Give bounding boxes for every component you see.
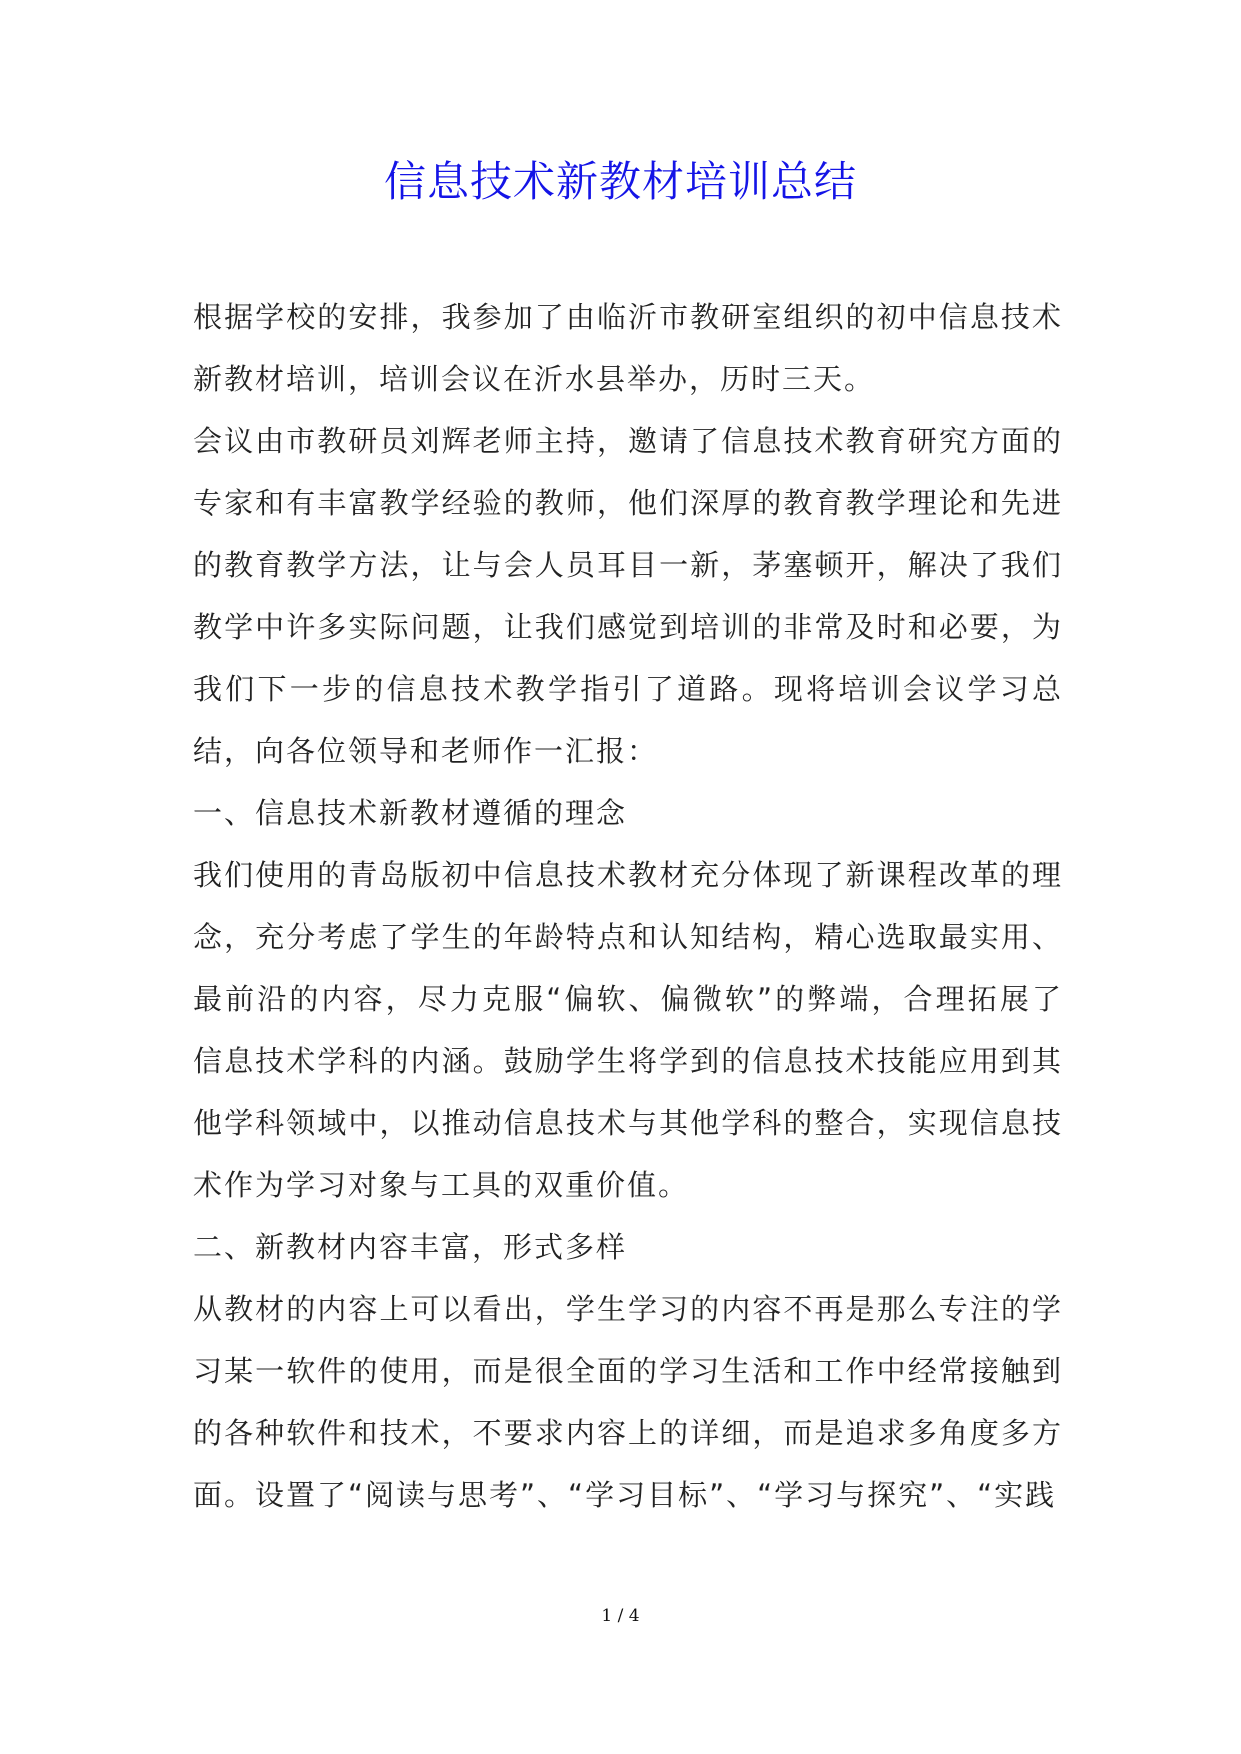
document-title: 信息技术新教材培训总结 xyxy=(383,157,857,206)
section-heading-2: 二、新教材内容丰富，形式多样 xyxy=(193,1230,628,1264)
paragraph-content: 从教材的内容上可以看出，学生学习的内容不再是那么专注的学习某一软件的使用，而是很全面的学习生活和工作中经常接触到的各种软件和技术，不要求内容上的详细，而是追求多角度多方面。设置了“阅读与思考”、“学习目标”、“学习与探究”、“实践 xyxy=(193,1292,1063,1512)
paragraph-philosophy: 我们使用的青岛版初中信息技术教材充分体现了新课程改革的理念，充分考虑了学生的年龄特点和认知结构，精心选取最实用、最前沿的内容，尽力克服“偏软、偏微软”的弊端，合理拓展了信息技术学科的内涵。鼓励学生将学到的信息技术技能应用到其他学科领域中，以推动信息技术与其他学科的整合，实现信息技术作为学习对象与工具的双重价值。 xyxy=(193,858,1063,1202)
section-heading-1: 一、信息技术新教材遵循的理念 xyxy=(193,796,628,830)
page-number: 1 / 4 xyxy=(601,1606,640,1626)
paragraph-meeting: 会议由市教研员刘辉老师主持，邀请了信息技术教育研究方面的专家和有丰富教学经验的教师，他们深厚的教育教学理论和先进的教育教学方法，让与会人员耳目一新，茅塞顿开，解决了我们教学中许多实际问题，让我们感觉到培训的非常及时和必要，为我们下一步的信息技术教学指引了道路。现将培训会议学习总结，向各位领导和老师作一汇报： xyxy=(193,424,1063,768)
document-body xyxy=(193,286,1063,1526)
paragraph-intro: 根据学校的安排，我参加了由临沂市教研室组织的初中信息技术新教材培训，培训会议在沂水县举办，历时三天。 xyxy=(193,300,1063,396)
